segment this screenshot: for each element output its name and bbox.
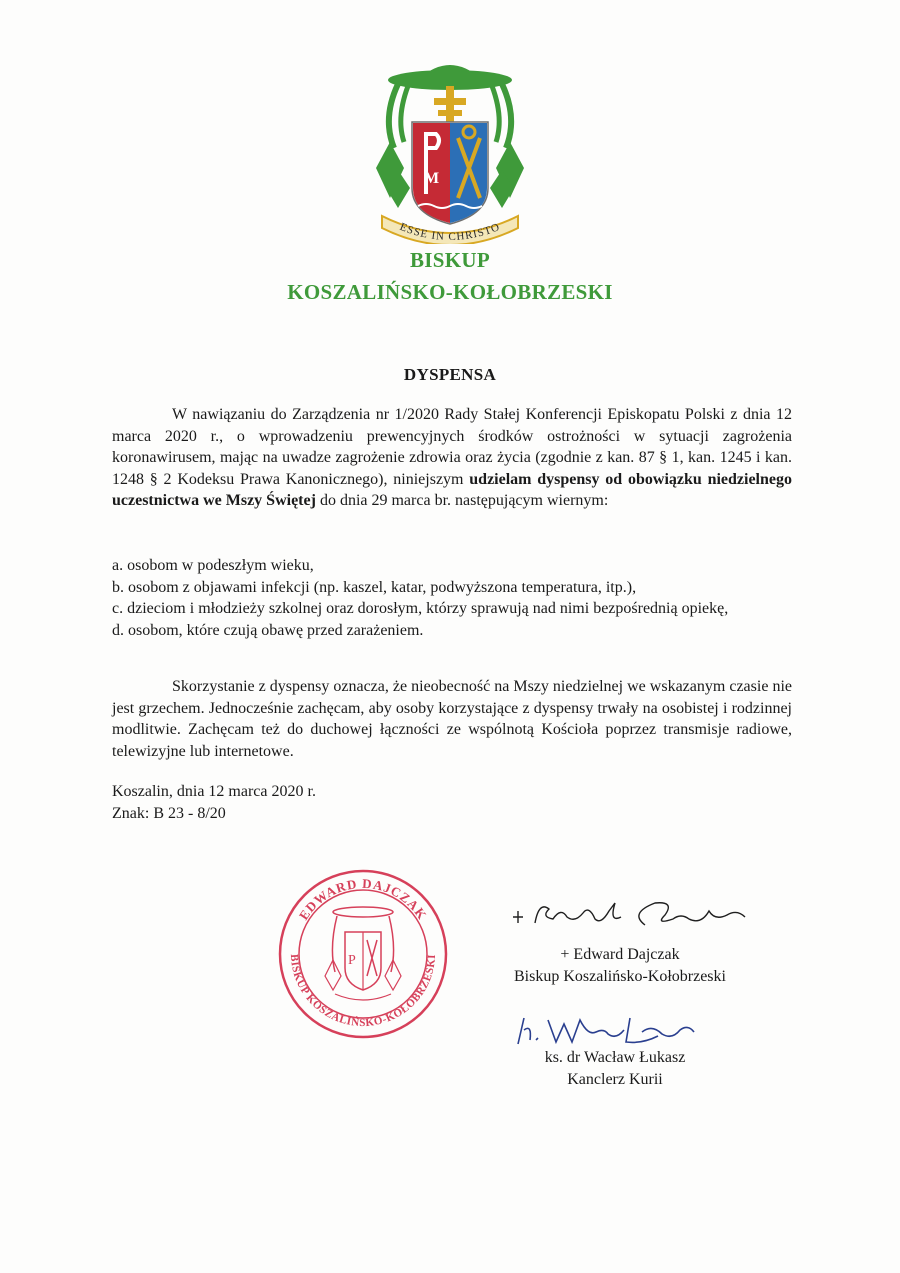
bishop-name: + Edward Dajczak [560, 946, 680, 963]
chancellor-name: ks. dr Wacław Łukasz [544, 1049, 686, 1066]
reference-number: Znak: B 23 - 8/20 [112, 804, 226, 822]
official-seal-icon [277, 868, 449, 1040]
list-item: b. osobom z objawami infekcji (np. kaszel, katar, podwyższona temperatura, itp.), [112, 578, 637, 596]
list-item: d. osobom, które czują obawę przed zarażeniem. [112, 621, 424, 639]
beneficiaries-list [112, 555, 792, 641]
svg-text:P: P [348, 953, 356, 968]
header-line-1: BISKUP [410, 248, 490, 272]
chancellor-title: Kanclerz Kurii [567, 1071, 663, 1088]
chancellor-signature-icon [512, 1010, 697, 1050]
list-item: a. osobom w podeszłym wieku, [112, 557, 314, 574]
paragraph-1 [112, 404, 792, 512]
paragraph-1-text-b: do dnia 29 marca br. następującym wiernym: [315, 492, 609, 509]
coat-of-arms-icon [368, 58, 532, 244]
seal-top-text: EDWARD DAJCZAK [295, 875, 431, 923]
header-line-2: KOSZALIŃSKO-KOŁOBRZESKI [287, 280, 613, 304]
place-and-reference [112, 781, 316, 824]
paragraph-2-text: Skorzystanie z dyspensy oznacza, że nieobecność na Mszy niedzielnej we wskazanym czasie nie jest grzechem. Jednocześnie zachęcam, aby osoby korzystające z dyspensy trwały na osobistej i rodzinnej modlitwie. Zachęcam też do duchowej łączności ze wspólnotą Kościoła poprzez transmisje radiowe, telewizyjne lub internetowe. [112, 678, 792, 760]
seal-bottom-text: BISKUP KOSZALIŃSKO-KOŁOBRZESKI [287, 953, 439, 1030]
place-date: Koszalin, dnia 12 marca 2020 r. [112, 783, 316, 800]
paragraph-2 [112, 676, 792, 762]
svg-text:M: M [424, 170, 440, 187]
paragraph-1-text-a: W nawiązaniu do Zarządzenia nr 1/2020 Rady Stałej Konferencji Episkopatu Polski z dnia 12 marca 2020 r., o wprowadzeniu prewencyjnych środków ostrożności w sytuacji zagrożenia koronawirusem, mając na uwadze zagrożenie zdrowia oraz życia (zgodnie z kan. 87 § 1, kan. 1245 i kan. 1248 § 2 Kodeksu Prawa Kanonicznego), niniejszym [112, 406, 792, 488]
paragraph-1-bold: udzielam dyspensy od obowiązku niedzielnego uczestnictwa we Mszy Świętej [112, 470, 793, 509]
document-title: DYSPENSA [403, 365, 497, 384]
motto-text: ESSE IN CHRISTO [398, 220, 502, 244]
svg-text:EDWARD DAJCZAK [296, 876, 430, 923]
bishop-signature-icon [505, 895, 755, 935]
bishop-title: Biskup Koszalińsko-Kołobrzeski [514, 968, 726, 985]
list-item: c. dzieciom i młodzieży szkolnej oraz dorosłym, którzy sprawują nad nimi bezpośrednią opiekę, [112, 600, 729, 617]
